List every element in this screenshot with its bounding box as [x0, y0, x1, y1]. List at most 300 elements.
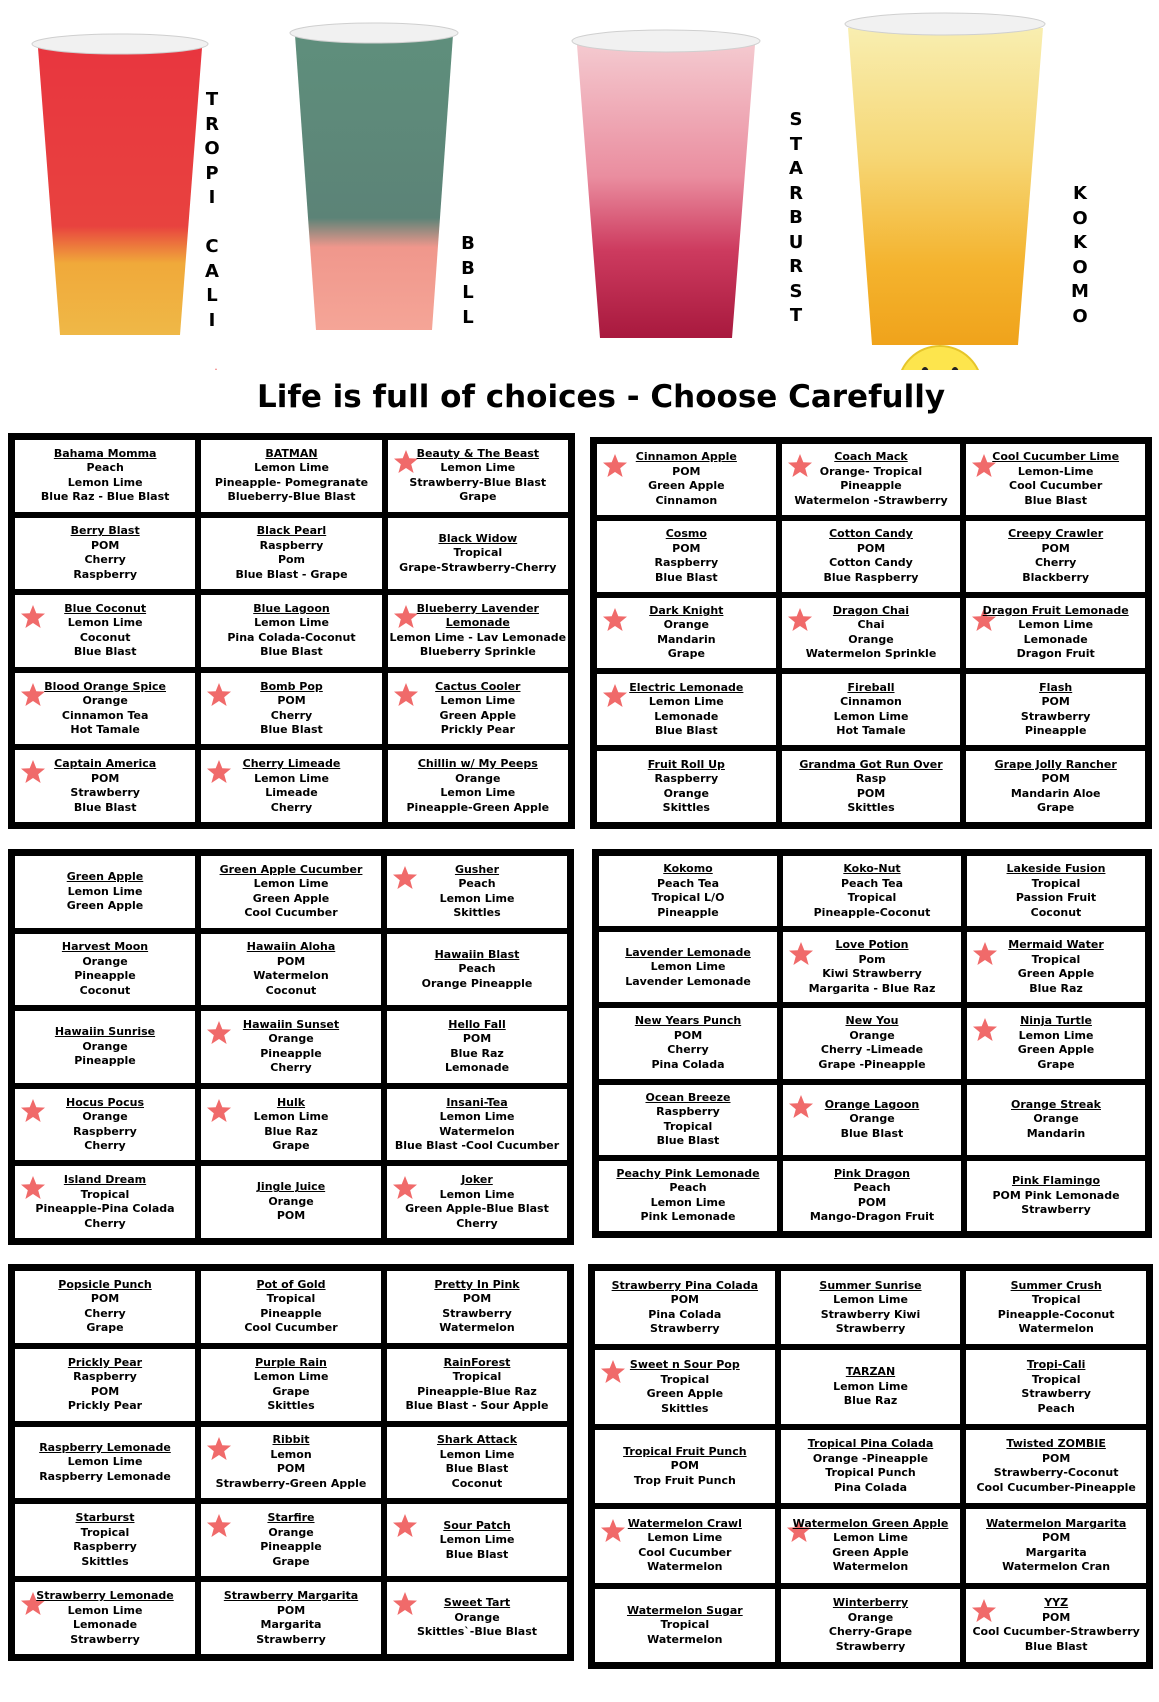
drink-ingredient: Grape — [667, 647, 705, 661]
drink-ingredient: Rasp — [855, 772, 887, 786]
star-icon — [971, 1598, 997, 1624]
drink-ingredient: Cotton Candy — [829, 556, 913, 570]
drink-ingredient: Mandarin Aloe — [1010, 786, 1101, 800]
drink-card — [201, 856, 381, 928]
drink-ingredient: POM — [276, 1462, 306, 1476]
drink-name: Watermelon Margarita — [986, 1516, 1127, 1530]
drink-ingredient: Lemon Lime — [833, 709, 909, 723]
drink-ingredient: POM — [90, 1384, 120, 1398]
drink-card — [599, 856, 777, 926]
drink-card — [15, 1271, 195, 1343]
drink-name: Cool Cucumber Lime — [992, 450, 1120, 464]
drink-card — [387, 1349, 567, 1421]
cup-label-kokomo: K O K O M O — [1071, 183, 1089, 327]
drink-name: Cosmo — [665, 527, 707, 541]
drink-ingredient: POM — [276, 954, 306, 968]
drink-ingredient: Cherry — [84, 553, 126, 567]
drink-card — [966, 1350, 1146, 1423]
drink-ingredient: Lemon Lime — [833, 1293, 908, 1307]
drink-ingredient: Lavender Lemonade — [625, 974, 751, 988]
drink-ingredient: Coconut — [1030, 905, 1082, 919]
drink-ingredient: Lemon Lime — [833, 1379, 908, 1393]
drink-card — [388, 440, 568, 512]
drink-ingredient: Lemon Lime — [253, 1370, 329, 1384]
drink-ingredient: Blue Blast — [656, 1134, 720, 1148]
star-icon — [206, 682, 232, 708]
drink-card — [783, 932, 961, 1002]
drink-ingredient: Tropical — [660, 1372, 710, 1386]
drink-name: Blue Coconut — [64, 601, 147, 615]
drink-card — [387, 1011, 567, 1083]
drink-ingredient: Strawberry-Coconut — [993, 1466, 1119, 1480]
drink-card — [782, 598, 961, 669]
drink-ingredient: Lemon Lime — [253, 1110, 329, 1124]
drink-ingredient: Blue Blast — [1024, 493, 1087, 507]
drink-name: Fruit Roll Up — [647, 757, 725, 771]
drink-card — [387, 1166, 567, 1238]
drink-name: Gusher — [454, 862, 500, 876]
cup-kokomo — [845, 13, 1045, 345]
drink-card — [966, 1589, 1146, 1662]
drink-ingredient: Lemon Lime — [439, 891, 515, 905]
drink-ingredient: Lemon Lime — [254, 461, 329, 475]
drink-card — [388, 595, 568, 667]
drink-ingredient: Kiwi Strawberry — [822, 967, 922, 981]
drink-ingredient: Pink Lemonade — [640, 1210, 736, 1224]
drink-ingredient: Green Apple — [252, 891, 330, 905]
drink-ingredient: Blue Blast — [445, 1547, 509, 1561]
drink-ingredient: Strawberry-Green Apple — [215, 1476, 367, 1490]
drink-name: Island Dream — [63, 1173, 147, 1187]
drink-ingredient: Orange — [82, 1039, 128, 1053]
drink-name: Harvest Moon — [61, 940, 149, 954]
drink-card — [781, 1589, 961, 1662]
drink-ingredient: Pineapple-Coconut — [813, 905, 931, 919]
drink-name: Black Widow — [438, 531, 518, 545]
drink-card — [15, 1504, 195, 1576]
drink-ingredient: Watermelon — [439, 1321, 515, 1335]
drink-name: Ocean Breeze — [645, 1090, 731, 1104]
drink-card — [201, 595, 381, 667]
drink-card — [15, 1166, 195, 1238]
drink-ingredient: Lemonade — [654, 709, 719, 723]
drink-card — [966, 1271, 1146, 1344]
drink-ingredient: POM — [1041, 695, 1070, 709]
drink-ingredient: Lemon Lime — [648, 695, 724, 709]
drink-ingredient: Orange — [268, 1194, 314, 1208]
drink-ingredient: Coconut — [265, 983, 317, 997]
drink-name: Lavender Lemonade — [625, 945, 751, 959]
drink-name: Pink Dragon — [833, 1166, 911, 1180]
drink-name: Hulk — [276, 1095, 306, 1109]
drink-card — [201, 1011, 381, 1083]
drink-name: Green Apple Cucumber — [219, 862, 363, 876]
drink-card — [387, 1271, 567, 1343]
drink-ingredient: Watermelon — [647, 1560, 723, 1574]
drink-ingredient: Green Apple — [648, 479, 725, 493]
drink-ingredient: Grape — [272, 1554, 310, 1568]
star-icon — [187, 368, 245, 370]
drink-ingredient: Strawberry Kiwi — [820, 1307, 921, 1321]
drink-ingredient: POM — [276, 1603, 306, 1617]
drink-ingredient: Cinnamon — [655, 493, 718, 507]
drink-ingredient: Lemon Lime — [254, 616, 329, 630]
drink-ingredient: Orange — [1033, 1112, 1079, 1126]
drink-name: Pink Flamingo — [1011, 1174, 1100, 1188]
drink-ingredient: Cherry — [84, 1139, 126, 1153]
drink-ingredient: Mango-Dragon Fruit — [809, 1210, 935, 1224]
drink-ingredient: Coconut — [79, 983, 131, 997]
menu-section-2 — [590, 437, 1152, 829]
drink-ingredient: Strawberry-Blue Blast — [409, 475, 547, 489]
drink-ingredient: POM — [462, 1292, 492, 1306]
drink-ingredient: Hot Tamale — [836, 724, 906, 738]
drink-card — [599, 1161, 777, 1231]
drink-ingredient: Pom — [277, 553, 306, 567]
drink-ingredient: POM — [1041, 1610, 1071, 1624]
drink-ingredient: POM — [670, 1459, 699, 1473]
drink-ingredient: Cherry — [456, 1216, 498, 1230]
drink-ingredient: Raspberry — [654, 556, 719, 570]
drink-ingredient: Tropical — [847, 891, 897, 905]
drink-ingredient: Tropical — [1031, 1372, 1081, 1386]
drink-name: Ninja Turtle — [1020, 1014, 1092, 1028]
drink-ingredient: Lemon Lime — [833, 1531, 908, 1545]
drink-name: Tropical Pina Colada — [807, 1437, 934, 1451]
drink-name: Hocus Pocus — [65, 1095, 144, 1109]
drink-card — [781, 1509, 961, 1582]
drink-name: Beauty & The Beast — [416, 446, 540, 460]
drink-ingredient: Pineapple — [74, 969, 136, 983]
drink-name: Twisted ZOMBIE — [1006, 1437, 1106, 1451]
drink-ingredient: Green Apple — [66, 899, 144, 913]
menu-section-6 — [588, 1264, 1153, 1669]
drink-ingredient: Tropical — [266, 1292, 316, 1306]
drink-card — [388, 750, 568, 822]
drink-ingredient: Orange — [268, 1525, 314, 1539]
drink-ingredient: Strawberry — [442, 1306, 512, 1320]
drink-ingredient: Lemon-Lime — [1017, 464, 1094, 478]
star-icon — [600, 1359, 626, 1385]
drink-ingredient: POM — [462, 1032, 492, 1046]
drink-ingredient: Blue Blast — [840, 1126, 904, 1140]
drink-name: Pretty In Pink — [434, 1277, 520, 1291]
star-icon — [392, 1513, 418, 1539]
drink-name: Pot of Gold — [256, 1277, 326, 1291]
drink-ingredient: Pineapple- Pomegranate — [214, 475, 369, 489]
drink-ingredient: Grape — [1037, 801, 1075, 815]
drink-name: Winterberry — [832, 1596, 909, 1610]
drink-card — [966, 444, 1145, 515]
drink-card — [782, 751, 961, 822]
drink-card — [201, 934, 381, 1006]
drink-card — [597, 598, 776, 669]
drink-ingredient: Lemon Lime — [67, 1455, 143, 1469]
drink-name: Hawaiin Sunset — [242, 1017, 340, 1031]
drink-ingredient: Strawberry — [70, 786, 140, 800]
drink-ingredient: Margarita — [1025, 1545, 1087, 1559]
drink-card — [201, 1166, 381, 1238]
drink-name: Blue Lagoon — [253, 601, 330, 615]
drink-ingredient: POM — [670, 1293, 699, 1307]
cup-bbll — [290, 23, 458, 330]
drink-ingredient: Cherry — [270, 800, 313, 814]
drink-card — [387, 1582, 567, 1654]
drink-ingredient: POM — [673, 1028, 703, 1042]
drink-card — [15, 1089, 195, 1161]
star-icon — [787, 607, 813, 633]
drink-card — [388, 518, 568, 590]
drink-ingredient: Peach — [458, 877, 496, 891]
drink-ingredient: Green Apple — [832, 1545, 909, 1559]
drink-ingredient: Skittles — [661, 1401, 709, 1415]
drink-ingredient: Cherry — [667, 1043, 709, 1057]
star-icon — [206, 759, 232, 785]
drink-card — [966, 521, 1145, 592]
drink-ingredient: Blue Raz — [1029, 981, 1083, 995]
drink-ingredient: Green Apple — [439, 708, 517, 722]
drink-name: Jingle Juice — [256, 1180, 326, 1194]
drink-ingredient: Mandarin — [1026, 1126, 1086, 1140]
drink-ingredient: Watermelon Cran — [1002, 1560, 1111, 1574]
drink-name: Black Pearl — [256, 524, 327, 538]
drink-name: New Years Punch — [634, 1014, 742, 1028]
drink-name: Starfire — [267, 1511, 315, 1525]
drink-ingredient: Raspberry — [73, 1370, 137, 1384]
drink-ingredient: Skittles — [847, 801, 895, 815]
drink-card — [15, 518, 195, 590]
drink-ingredient: Pineapple — [260, 1046, 322, 1060]
drink-card — [966, 674, 1145, 745]
drink-ingredient: Cherry — [84, 1216, 126, 1230]
drink-ingredient: Margarita — [260, 1618, 322, 1632]
drink-ingredient: Pineapple — [1024, 724, 1087, 738]
star-icon — [972, 1017, 998, 1043]
star-icon — [20, 604, 46, 630]
drink-ingredient: Orange — [847, 1610, 894, 1624]
drink-ingredient: Prickly Pear — [440, 723, 515, 737]
drink-name: Tropical Fruit Punch — [623, 1444, 747, 1458]
drink-ingredient: Pina Colada — [651, 1057, 725, 1071]
drink-ingredient: Lemonade — [444, 1061, 510, 1075]
drink-ingredient: Orange -Pineapple — [812, 1451, 929, 1465]
drink-ingredient: Peach Tea — [656, 876, 720, 890]
drink-name: Popsicle Punch — [58, 1277, 152, 1291]
drink-ingredient: Lemon Lime — [254, 771, 329, 785]
drink-ingredient: Orange — [663, 618, 710, 632]
drink-name: Electric Lemonade — [629, 680, 744, 694]
drink-ingredient: Orange — [82, 1110, 128, 1124]
drink-card — [599, 1085, 777, 1155]
drink-ingredient: Lemon Lime — [67, 475, 143, 489]
star-icon — [787, 453, 813, 479]
drink-name: Purple Rain — [255, 1355, 327, 1369]
drink-ingredient: Strawberry — [1020, 709, 1091, 723]
drink-photos — [0, 0, 1159, 370]
cup-label-tropi-cali: T R O P I C A L I — [204, 89, 220, 331]
star-icon — [20, 759, 46, 785]
drink-ingredient: Blue Raspberry — [823, 570, 919, 584]
drink-card — [201, 518, 381, 590]
drink-card — [201, 1427, 381, 1499]
drink-name: Sweet Tart — [443, 1596, 511, 1610]
drink-name: Strawberry Pina Colada — [611, 1278, 759, 1292]
drink-ingredient: Margarita - Blue Raz — [808, 981, 936, 995]
drink-name: Raspberry Lemonade — [39, 1440, 171, 1454]
drink-ingredient: Blue Blast - Grape — [235, 567, 348, 581]
star-icon — [602, 683, 628, 709]
drink-ingredient: Tropical — [1031, 952, 1081, 966]
drink-ingredient: POM — [277, 694, 306, 708]
drink-ingredient: Grape — [86, 1321, 124, 1335]
drink-name: RainForest — [443, 1355, 511, 1369]
drink-name: BATMAN — [265, 446, 318, 460]
drink-card — [387, 934, 567, 1006]
drink-card — [967, 1008, 1145, 1078]
drink-card — [782, 521, 961, 592]
drink-ingredient: Tropical — [453, 546, 503, 560]
drink-ingredient: Grape — [1037, 1057, 1075, 1071]
drink-name: Mermaid Water — [1008, 938, 1104, 952]
drink-ingredient: Orange — [268, 1032, 314, 1046]
drink-card — [967, 856, 1145, 926]
drink-ingredient: Green Apple-Blue Blast — [405, 1202, 549, 1216]
drink-card — [595, 1589, 775, 1662]
drink-ingredient: Blue Blast — [445, 1462, 509, 1476]
drink-ingredient: Peach — [86, 461, 124, 475]
star-icon — [392, 865, 418, 891]
drink-name: Hello Fall — [448, 1017, 506, 1031]
drink-ingredient: Blueberry-Blue Blast — [227, 490, 356, 504]
drink-ingredient: Green Apple — [1017, 1043, 1095, 1057]
drink-ingredient: POM — [1041, 541, 1070, 555]
drink-ingredient: POM — [90, 771, 120, 785]
drink-card — [967, 932, 1145, 1002]
drink-ingredient: Cool Cucumber-Pineapple — [976, 1480, 1136, 1494]
drink-ingredient: Lemon Lime — [647, 1531, 723, 1545]
drink-ingredient: POM — [856, 541, 886, 555]
drink-card — [15, 750, 195, 822]
drink-name: Dragon Fruit Lemonade — [982, 603, 1129, 617]
drink-ingredient: Orange — [849, 1028, 895, 1042]
drink-ingredient: Tropical — [1031, 1293, 1081, 1307]
drink-ingredient: Orange Pineapple — [421, 976, 533, 990]
star-icon — [602, 453, 628, 479]
smiley-icon — [898, 346, 982, 370]
drink-ingredient: Tropical — [80, 1525, 130, 1539]
drink-card — [201, 673, 381, 745]
drink-card — [966, 598, 1145, 669]
drink-ingredient: Green Apple — [1017, 967, 1095, 981]
drink-ingredient: Pineapple-Pina Colada — [35, 1202, 175, 1216]
drink-ingredient: Raspberry — [73, 1540, 137, 1554]
drink-ingredient: Lemon Lime — [1018, 618, 1094, 632]
menu-section-1 — [8, 433, 575, 829]
drink-card — [599, 1008, 777, 1078]
drink-ingredient: Cool Cucumber-Strawberry — [972, 1625, 1140, 1639]
drink-ingredient: Tropical — [80, 1187, 130, 1201]
drink-ingredient: Cherry — [84, 1306, 126, 1320]
drink-card — [387, 1504, 567, 1576]
star-icon — [600, 1518, 626, 1544]
menu-section-5 — [8, 1264, 574, 1661]
drink-ingredient: Limeade — [265, 786, 318, 800]
drink-ingredient: Strawberry — [835, 1639, 906, 1653]
drink-ingredient: Pineapple — [260, 1540, 322, 1554]
drink-name: Sweet n Sour Pop — [629, 1358, 740, 1372]
drink-name: Berry Blast — [70, 524, 140, 538]
drink-ingredient: Lemon Lime — [67, 884, 143, 898]
drink-name: Blueberry Lavender Lemonade — [416, 601, 539, 630]
drink-ingredient: Pina Colada-Coconut — [227, 630, 356, 644]
drink-ingredient: Grape — [459, 490, 497, 504]
drink-ingredient: Orange- Tropical — [819, 464, 923, 478]
drink-ingredient: Pom — [858, 952, 886, 966]
drink-card — [783, 856, 961, 926]
drink-ingredient: Blackberry — [1022, 570, 1090, 584]
drink-name: Watermelon Green Apple — [792, 1516, 949, 1530]
drink-ingredient: Cinnamon — [840, 695, 902, 709]
drink-ingredient: Lemon Lime — [253, 877, 329, 891]
drink-name: Lakeside Fusion — [1006, 862, 1106, 876]
drink-card — [15, 1582, 195, 1654]
drink-ingredient: Pineapple — [840, 479, 902, 493]
drink-name: Chillin w/ My Peeps — [417, 757, 538, 771]
drink-ingredient: Pineapple-Blue Raz — [417, 1384, 537, 1398]
drink-card — [595, 1350, 775, 1423]
drink-ingredient: Lemon Lime — [440, 786, 516, 800]
drink-ingredient: Coconut — [451, 1476, 503, 1490]
drink-name: Green Apple — [66, 870, 144, 884]
drink-card — [597, 444, 776, 515]
menu-section-3 — [8, 849, 574, 1245]
drink-ingredient: Mandarin — [657, 632, 716, 646]
star-icon — [20, 1175, 46, 1201]
drink-ingredient: Blue Blast — [260, 723, 323, 737]
drink-ingredient: Blue Blast — [654, 570, 718, 584]
star-icon — [392, 1175, 418, 1201]
drink-ingredient: Peach — [458, 962, 496, 976]
drink-ingredient: Blue Blast — [260, 645, 323, 659]
drink-ingredient: Raspberry — [656, 1105, 720, 1119]
drink-ingredient: Strawberry — [70, 1632, 140, 1646]
drink-ingredient: POM — [856, 786, 886, 800]
drink-ingredient: Blue Blast — [654, 724, 718, 738]
drink-ingredient: Cool Cucumber — [244, 1321, 338, 1335]
drink-ingredient: Skittles`-Blue Blast — [416, 1625, 538, 1639]
star-icon — [20, 682, 46, 708]
drink-card — [782, 444, 961, 515]
drink-name: Cotton Candy — [829, 527, 913, 541]
drink-ingredient: Watermelon — [1018, 1322, 1094, 1336]
drink-name: Creepy Crawler — [1008, 527, 1104, 541]
headline: Life is full of choices - Choose Carefully — [257, 379, 946, 415]
drink-ingredient: Lemon Lime — [440, 694, 516, 708]
drink-ingredient: Blue Raz — [264, 1124, 318, 1138]
drink-ingredient: Watermelon — [439, 1124, 515, 1138]
drink-ingredient: Tropical L/O — [651, 891, 725, 905]
drink-ingredient: Watermelon -Strawberry — [794, 493, 948, 507]
drink-card — [967, 1085, 1145, 1155]
drink-ingredient: Strawberry — [835, 1322, 906, 1336]
drink-ingredient: Strawberry — [650, 1322, 720, 1336]
drink-card — [967, 1161, 1145, 1231]
drink-name: Koko-Nut — [843, 862, 901, 876]
drink-name: Blood Orange Spice — [44, 679, 167, 693]
drink-ingredient: Strawberry — [1021, 1387, 1091, 1401]
drink-name: Summer Sunrise — [819, 1278, 922, 1292]
drink-ingredient: Tropical — [1031, 876, 1081, 890]
